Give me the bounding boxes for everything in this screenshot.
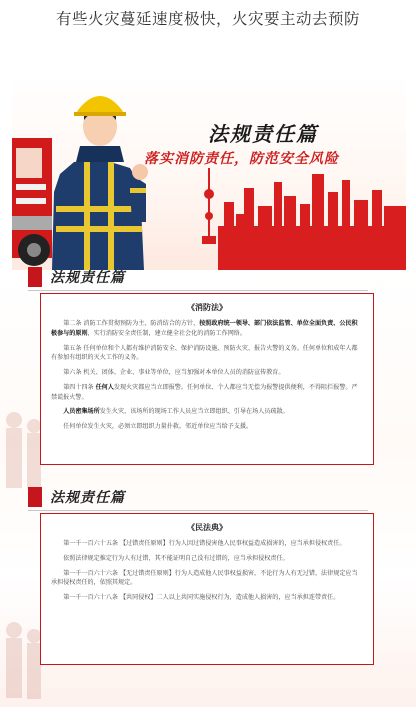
section-heading-text: 法规责任篇 [50, 270, 125, 286]
article-paragraph: 依照法律规定推定行为人有过错，其不能证明自己没有过错的，应当承担侵权责任。 [63, 554, 289, 562]
hero-banner [12, 76, 406, 270]
article-paragraph: 第四十四条 任何人发现火灾都应当立即报警。任何单位、个人都应当无偿为报警提供便利，不得阻拦报警。严禁谎报火警。 [51, 383, 358, 401]
top-caption: 有些火灾蔓延速度极快，火灾要主动去预防 [55, 10, 360, 28]
banner-title: 法规责任篇 [208, 122, 318, 146]
article-paragraph: 第一千一百六十五条 【过错责任原则】行为人因过错侵害他人民事权益造成损害的，应当承担侵权责任。 [63, 540, 346, 547]
banner-subtitle: 落实消防责任，防范安全风险 [144, 151, 339, 167]
card-title: 《民法典》 [187, 522, 227, 532]
heading-underline [28, 510, 368, 511]
article-paragraph: 第六条 机关、团体、企业、事业等单位，应当加强对本单位人员的消防宣传教育。 [63, 369, 285, 376]
article-paragraph: 第五条 任何单位和个人都有维护消防安全、保护消防设施、预防火灾、报告火警的义务。任何单位和成年人都有参加有组织的灭火工作的义务。 [51, 344, 358, 362]
article-paragraph: 第一千一百六十六条 【无过错责任原则】行为人造成他人民事权益损害，不论行为人有无过错，法律规定应当承担侵权责任的，依照其规定。 [51, 569, 358, 587]
heading-bar-icon [28, 487, 42, 507]
card-title: 《消防法》 [187, 302, 227, 312]
article-paragraph: 任何单位发生火灾，必须立即组织力量扑救。邻近单位应当给予支援。 [63, 423, 253, 430]
article-paragraph: 第二条 消防工作贯彻预防为主、防消结合的方针，按照政府统一领导、部门依法监管、单位全面负责、公民积极参与的原则，实行消防安全责任制，建立健全社会化的消防工作网络。 [51, 320, 358, 337]
section-heading-1 [28, 264, 125, 290]
article-paragraph: 第一千一百六十八条 【共同侵权】二人以上共同实施侵权行为，造成他人损害的，应当承担连带责任。 [63, 594, 340, 601]
heading-underline [28, 290, 368, 291]
section-heading-2 [28, 484, 125, 510]
firefighter-illustration-icon [12, 76, 406, 270]
article-paragraph: 人员密集场所发生火灾，该场所的现场工作人员应当立即组织、引导在场人员疏散。 [63, 408, 289, 416]
heading-bar-icon [28, 267, 42, 287]
section-heading-text: 法规责任篇 [50, 490, 125, 506]
law-card-fire-law [40, 293, 374, 465]
law-card-civil-code [40, 513, 374, 665]
